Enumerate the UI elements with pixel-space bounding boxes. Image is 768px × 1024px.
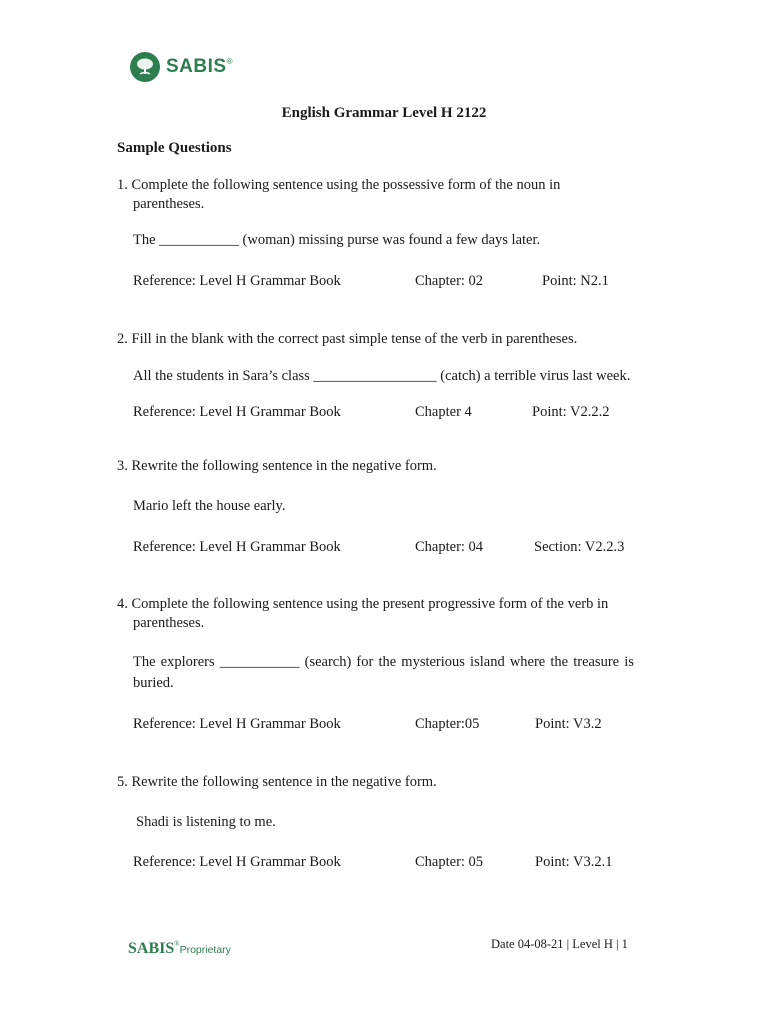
question-1-reference: Reference: Level H Grammar Book [133, 273, 341, 289]
section-heading: Sample Questions [117, 140, 232, 156]
question-1-prompt: 1. Complete the following sentence using the possessive form of the noun in [117, 177, 561, 193]
question-5-chapter: Chapter: 05 [415, 854, 484, 870]
question-1-chapter: Chapter: 02 [415, 273, 484, 289]
question-3-chapter: Chapter: 04 [415, 539, 484, 555]
question-1-point: Point: N2.1 [542, 273, 609, 289]
tree-icon [130, 52, 160, 82]
question-3-point: Section: V2.2.3 [534, 539, 625, 555]
question-2-chapter: Chapter 4 [415, 404, 472, 420]
question-3-reference: Reference: Level H Grammar Book [133, 539, 341, 555]
question-5-point: Point: V3.2.1 [535, 854, 613, 870]
question-4-reference: Reference: Level H Grammar Book [133, 716, 341, 732]
question-2-reference: Reference: Level H Grammar Book [133, 404, 341, 420]
question-4-prompt: 4. Complete the following sentence using the present progressive form of the verb in [117, 596, 609, 612]
sabis-logo [130, 52, 233, 82]
question-4-chapter: Chapter:05 [415, 716, 480, 732]
question-4-sentence-cont: buried. [133, 675, 174, 691]
question-3-sentence: Mario left the house early. [133, 498, 286, 514]
question-2-prompt: 2. Fill in the blank with the correct past simple tense of the verb in parentheses. [117, 331, 578, 347]
footer-logo: SABIS®Proprietary [128, 940, 231, 957]
question-4-point: Point: V3.2 [535, 716, 602, 732]
question-1-sentence: The ___________ (woman) missing purse was found a few days later. [133, 232, 541, 248]
footer-date-page: Date 04-08-21 | Level H | 1 [491, 937, 628, 951]
question-5-reference: Reference: Level H Grammar Book [133, 854, 341, 870]
question-5-sentence: Shadi is listening to me. [136, 814, 276, 830]
question-3-prompt: 3. Rewrite the following sentence in the negative form. [117, 458, 437, 474]
question-2-point: Point: V2.2.2 [532, 404, 610, 420]
document-title: English Grammar Level H 2122 [281, 105, 487, 121]
question-2-sentence: All the students in Sara’s class _________________ (catch) a terrible virus last week. [133, 368, 631, 384]
question-4-prompt-cont: parentheses. [133, 615, 205, 631]
question-1-prompt-cont: parentheses. [133, 196, 205, 212]
question-5-prompt: 5. Rewrite the following sentence in the negative form. [117, 774, 437, 790]
logo-wordmark: SABIS® [166, 56, 233, 77]
question-4-sentence: The explorers ___________ (search) for the mysterious island where the treasure is [133, 654, 634, 670]
